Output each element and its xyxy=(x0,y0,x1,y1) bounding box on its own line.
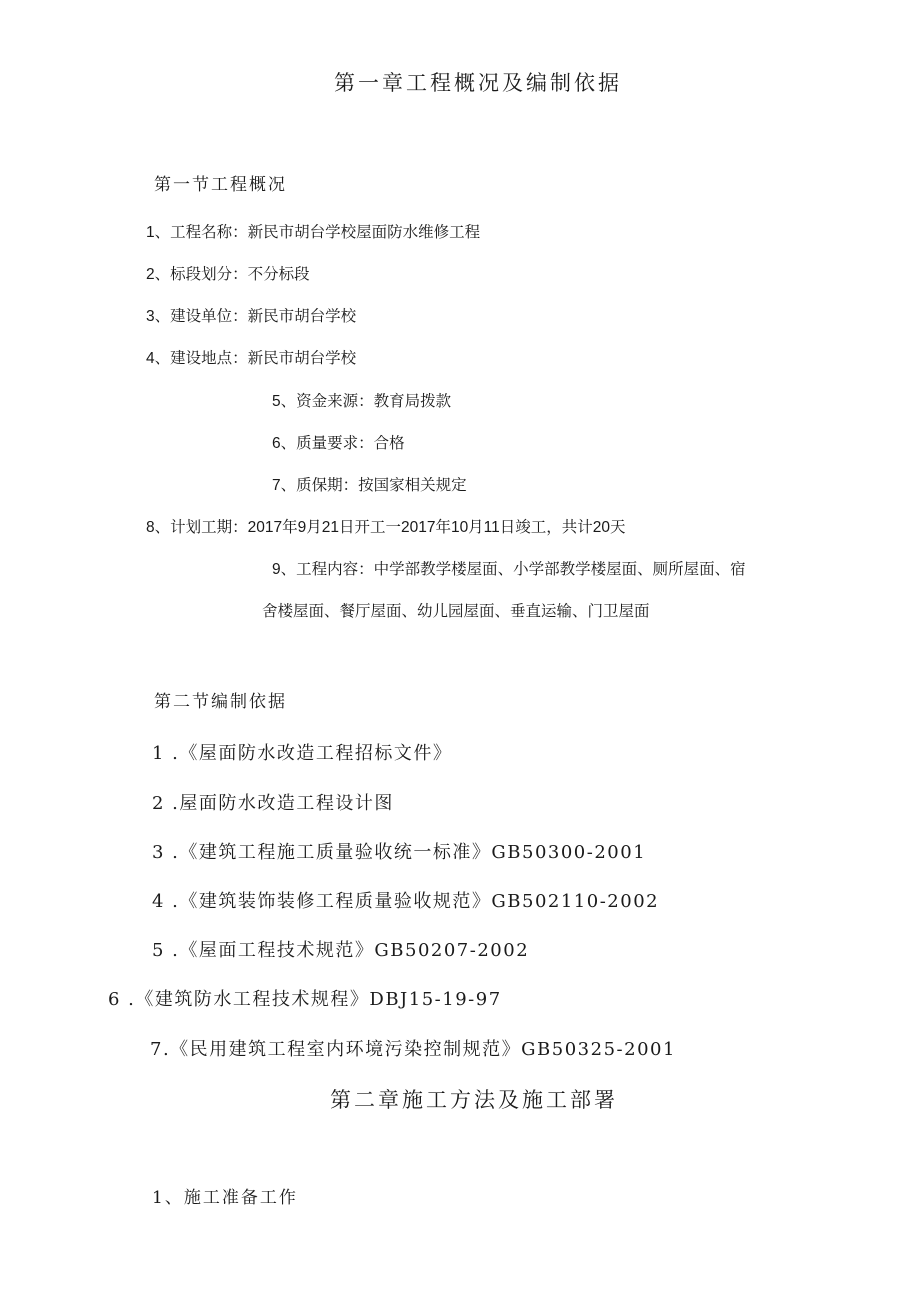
basis-item-5: 5 .《屋面工程技术规范》GB50207-2002 xyxy=(152,940,530,961)
overview-item-1: 1、工程名称：新民市胡台学校屋面防水维修工程 xyxy=(146,224,481,241)
section-1-title: 第一节工程概况 xyxy=(154,175,287,195)
overview-item-6: 6、质量要求：合格 xyxy=(272,435,405,452)
overview-item-8: 8、计划工期：2017年9月21日开工一2017年10月11日竣工，共计20天 xyxy=(146,519,626,536)
basis-item-6: 6 .《建筑防水工程技术规程》DBJ15-19-97 xyxy=(108,989,502,1010)
overview-item-5: 5、资金来源：教育局拨款 xyxy=(272,393,452,410)
basis-item-3: 3 .《建筑工程施工质量验收统一标准》GB50300-2001 xyxy=(152,842,647,863)
overview-item-2: 2、标段划分：不分标段 xyxy=(146,266,310,283)
basis-item-7: 7.《民用建筑工程室内环境污染控制规范》GB50325-2001 xyxy=(150,1039,676,1060)
section-2-title: 第二节编制依据 xyxy=(154,692,287,712)
basis-item-4: 4 .《建筑装饰装修工程质量验收规范》GB502110-2002 xyxy=(152,891,660,912)
chapter-2-title: 第二章施工方法及施工部署 xyxy=(330,1088,618,1112)
section-3-title: 1、施工准备工作 xyxy=(152,1188,298,1208)
chapter-1-title: 第一章工程概况及编制依据 xyxy=(334,71,622,95)
basis-item-2: 2 .屋面防水改造工程设计图 xyxy=(152,793,394,814)
basis-item-1: 1 .《屋面防水改造工程招标文件》 xyxy=(152,743,453,764)
overview-item-3: 3、建设单位：新民市胡台学校 xyxy=(146,308,357,325)
overview-item-9: 9、工程内容：中学部教学楼屋面、小学部教学楼屋面、厕所屋面、宿 xyxy=(272,561,746,578)
overview-item-7: 7、质保期：按国家相关规定 xyxy=(272,477,467,494)
overview-item-4: 4、建设地点：新民市胡台学校 xyxy=(146,350,357,367)
overview-item-9-continued: 舍楼屋面、餐厅屋面、幼儿园屋面、垂直运输、门卫屋面 xyxy=(262,603,650,620)
